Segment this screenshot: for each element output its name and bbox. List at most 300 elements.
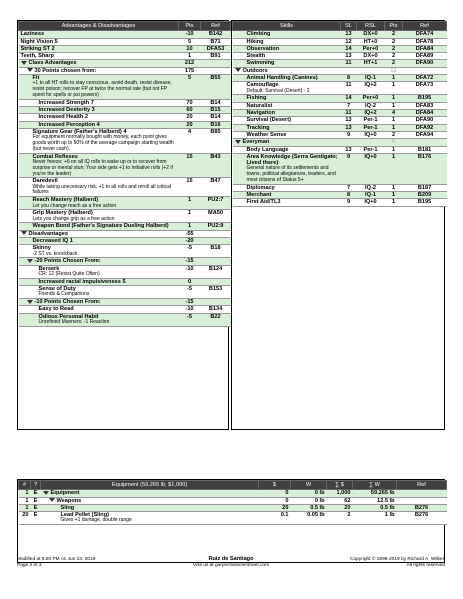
advantage-ref[interactable]: B14 <box>201 114 231 121</box>
skill-rsl: Per+0 <box>357 45 385 52</box>
advantage-pts: 1 <box>179 197 201 210</box>
col-header-skill-pts: Pts <box>385 22 403 31</box>
advantage-name: Daredevil <box>32 178 58 185</box>
advantage-name-cell <box>19 210 179 223</box>
skill-row[interactable] <box>233 153 447 184</box>
advantage-row[interactable] <box>19 278 231 285</box>
skill-name: Merchant <box>246 192 272 199</box>
skill-pts: 1 <box>385 102 403 109</box>
skill-sl: 14 <box>341 45 357 52</box>
advantage-name: Night Vision 5 <box>20 38 58 45</box>
advantage-name: Increased Health 2 <box>38 114 88 121</box>
skill-row[interactable] <box>233 75 447 82</box>
advantage-pts: -55 <box>179 230 201 237</box>
skill-sl: 13 <box>341 31 357 38</box>
advantage-ref[interactable]: DFA53 <box>201 45 231 52</box>
advantage-row[interactable] <box>19 306 231 313</box>
skill-row[interactable] <box>233 45 447 52</box>
advantage-ref[interactable]: B142 <box>201 31 231 38</box>
advantage-note: Friends & Companions <box>38 291 90 298</box>
skill-ref[interactable] <box>403 67 447 74</box>
skill-name: Area Knowledge (Serra Gentigato; Lived there) <box>246 153 338 167</box>
advantage-ref[interactable]: B124 <box>201 265 231 278</box>
equipment-extended-weight: 12.5 lb <box>353 497 397 504</box>
advantage-name-cell <box>19 265 179 278</box>
equipment-quantity[interactable]: 1 <box>19 497 31 504</box>
modified-date: Modified at 8:00 PM on Jun 24, 2019 <box>17 557 96 562</box>
skill-row[interactable] <box>233 95 447 102</box>
advantage-name: Increased racial impulsiveness 5 <box>38 278 126 285</box>
advantages-header <box>19 22 231 31</box>
advantage-row[interactable] <box>19 38 231 45</box>
advantage-row[interactable] <box>19 210 231 223</box>
skill-pts: 1 <box>385 95 403 102</box>
equipment-extended-cost: 20 <box>327 504 353 511</box>
skill-name: Climbing <box>246 31 271 38</box>
advantage-ref[interactable]: B16 <box>201 121 231 128</box>
advantage-ref[interactable] <box>201 299 231 306</box>
skill-ref[interactable]: DFA84 <box>403 45 447 52</box>
advantage-name-cell <box>19 75 179 100</box>
skill-name: Tracking <box>246 124 270 131</box>
equipment-name-cell <box>41 490 259 497</box>
skill-pts: 1 <box>385 199 403 206</box>
advantage-name: Increased Perception 4 <box>38 121 100 128</box>
advantage-name-cell <box>19 153 179 178</box>
advantage-pts: -10 <box>179 265 201 278</box>
advantage-name: Grip Mastery (Halberd) <box>32 210 93 217</box>
advantage-row[interactable] <box>19 53 231 60</box>
skill-row[interactable] <box>233 53 447 60</box>
advantage-ref[interactable]: B55 <box>201 75 231 100</box>
skill-name: Body Language <box>246 146 289 153</box>
advantage-row[interactable] <box>19 313 231 326</box>
skill-row[interactable] <box>233 110 447 117</box>
equipment-cost: 20 <box>259 504 291 511</box>
advantage-ref[interactable]: B14 <box>201 99 231 106</box>
advantage-pts: 70 <box>179 99 201 106</box>
skill-rsl: HT+0 <box>357 38 385 45</box>
equipment-name-cell <box>41 497 259 504</box>
skill-row[interactable] <box>233 60 447 67</box>
advantage-ref[interactable]: B85 <box>201 128 231 153</box>
skill-group-row[interactable] <box>233 67 447 74</box>
advantage-name: Increased Dexterity 3 <box>38 107 95 114</box>
advantage-pts: 1 <box>179 223 201 230</box>
advantage-row[interactable] <box>19 121 231 128</box>
skill-ref[interactable]: DFA92 <box>403 124 447 131</box>
advantage-pts: -5 <box>179 245 201 258</box>
advantage-row[interactable] <box>19 114 231 121</box>
equipment-extended-cost: 2 <box>327 512 353 525</box>
advantage-pts: 20 <box>179 114 201 121</box>
advantage-note: While taking unecessary risk, +1 to all rolls and reroll all critical failures <box>32 183 172 196</box>
col-header-equip-ref: Ref <box>397 481 447 490</box>
equipment-cost: 0 <box>259 490 291 497</box>
disclosure-triangle-icon[interactable] <box>27 259 33 263</box>
skill-ref[interactable]: DFA78 <box>403 38 447 45</box>
skill-sl: 13 <box>341 124 357 131</box>
skill-name: First Aid/TL3 <box>246 199 281 206</box>
skills-header <box>233 22 447 31</box>
copyright-text: Copyright © 1998-2019 by Richard A. Wilkes <box>350 557 445 562</box>
skill-name-cell <box>233 110 341 117</box>
advantage-name-cell <box>19 67 179 74</box>
advantage-row[interactable] <box>19 107 231 114</box>
skill-name-cell <box>233 146 341 153</box>
advantage-name: Berserk <box>38 265 60 272</box>
skill-sl: 13 <box>341 53 357 60</box>
col-header-rsl: RSL <box>357 22 385 31</box>
skill-sl: 8 <box>341 75 357 82</box>
equipment-weight: 0.05 lb <box>291 512 327 525</box>
skill-rsl: IQ-1 <box>357 75 385 82</box>
skill-sl: 8 <box>341 192 357 199</box>
advantage-row[interactable] <box>19 265 231 278</box>
advantage-group-row[interactable] <box>19 60 231 67</box>
col-header-equipment: Equipment (59.265 lb; $1,000) <box>41 481 259 490</box>
disclosure-triangle-icon[interactable] <box>21 61 27 65</box>
skill-rsl: Per-1 <box>357 124 385 131</box>
equipment-group-row[interactable] <box>19 497 447 504</box>
col-header-weight: W <box>291 481 327 490</box>
advantage-pts: -15 <box>179 258 201 265</box>
advantage-name-cell <box>19 99 179 106</box>
disclosure-triangle-icon[interactable] <box>49 498 55 502</box>
advantage-name-cell <box>19 306 179 313</box>
skill-ref[interactable]: B187 <box>403 184 447 191</box>
advantage-pts: -10 <box>179 31 201 38</box>
skill-name-cell <box>233 60 341 67</box>
advantage-ref[interactable]: B18 <box>201 245 231 258</box>
skill-name: Survival (Desert) <box>246 117 291 124</box>
equipment-ref[interactable]: B276 <box>397 512 447 525</box>
equipment-name: Equipment <box>50 490 80 497</box>
character-name: Ruiz de Santiago <box>208 556 254 562</box>
advantage-pts: -5 <box>179 313 201 326</box>
skill-name-cell <box>233 95 341 102</box>
advantage-pts: 5 <box>179 75 201 100</box>
advantage-name: Teeth, Sharp <box>20 53 54 60</box>
advantage-name-cell <box>19 278 179 285</box>
disclosure-triangle-icon[interactable] <box>235 68 241 72</box>
advantage-name: Combat Reflexes <box>32 153 78 160</box>
skill-pts: 2 <box>385 31 403 38</box>
col-header-sl: SL <box>341 22 357 31</box>
equipment-weight: 0 lb <box>291 490 327 497</box>
skill-sl: 9 <box>341 131 357 138</box>
col-header-skill-ref: Ref <box>403 22 447 31</box>
disclosure-triangle-icon[interactable] <box>235 140 241 144</box>
skill-row[interactable] <box>233 117 447 124</box>
skill-row[interactable] <box>233 192 447 199</box>
skill-name: Observation <box>246 45 280 52</box>
equipment-name-cell <box>41 512 259 525</box>
skill-name-cell <box>233 139 341 146</box>
col-header-advantages: Advantages & Disadvantages <box>19 22 179 31</box>
skill-ref[interactable]: B209 <box>403 192 447 199</box>
advantage-ref[interactable]: B134 <box>201 306 231 313</box>
skill-pts: 2 <box>385 60 403 67</box>
advantage-row[interactable] <box>19 238 231 245</box>
advantage-note: Never freeze; +6 on all IQ rolls to wake up or to recover from surprise or mental stun; Your side gets +1 to initiative rolls (+2 if you're the leader) <box>32 158 173 177</box>
equipment-quantity[interactable]: 1 <box>19 504 31 511</box>
equipment-cost: 0 <box>259 497 291 504</box>
advantage-pts: 212 <box>179 60 201 67</box>
footer-right <box>350 557 445 568</box>
advantage-pts: 60 <box>179 107 201 114</box>
skill-pts: 1 <box>385 184 403 191</box>
equipment-quantity[interactable]: 1 <box>19 490 31 497</box>
advantage-note: CR: 12 (Resist Quite Often) <box>38 270 100 277</box>
advantage-name-cell <box>19 178 179 197</box>
skill-name-cell <box>233 75 341 82</box>
skill-name: Navigation <box>246 110 276 117</box>
advantage-row[interactable] <box>19 245 231 258</box>
advantage-row[interactable] <box>19 31 231 38</box>
character-sheet-page <box>17 20 445 586</box>
advantage-row[interactable] <box>19 197 231 210</box>
disclosure-triangle-icon[interactable] <box>27 68 33 72</box>
advantage-name-cell <box>19 286 179 299</box>
skill-name-cell <box>233 82 341 95</box>
equipment-name: Weapons <box>56 497 82 504</box>
col-header-quantity: # <box>19 481 31 490</box>
skill-rsl: DX+0 <box>357 31 385 38</box>
advantage-ref[interactable] <box>201 230 231 237</box>
advantage-name: 30 Points chosen from: <box>34 67 97 74</box>
skill-note: Default: Survival (Desert) - 2 <box>246 87 310 94</box>
advantage-ref[interactable]: B22 <box>201 313 231 326</box>
advantage-name-cell <box>19 38 179 45</box>
skill-name: Naturalist <box>246 102 273 109</box>
col-header-skills: Skills <box>233 22 341 31</box>
advantage-row[interactable] <box>19 286 231 299</box>
advantage-group-row[interactable] <box>19 67 231 74</box>
advantage-note: For equipment normally bought with money, each point gives goods worth up to 50% of the average campaign starting wealth (but never cash). <box>32 134 174 152</box>
skill-ref[interactable]: DFA83 <box>403 102 447 109</box>
skill-name-cell <box>233 124 341 131</box>
advantage-name-cell <box>19 121 179 128</box>
skill-pts: 1 <box>385 192 403 199</box>
advantage-ref[interactable] <box>201 67 231 74</box>
equipment-row[interactable] <box>19 512 447 525</box>
advantage-name-cell <box>19 245 179 258</box>
website-link[interactable]: Visit us at gurpscharactersheet.com <box>192 562 270 568</box>
skill-row[interactable] <box>233 146 447 153</box>
skill-rsl <box>357 67 385 74</box>
skill-sl: 12 <box>341 38 357 45</box>
skill-ref[interactable]: B195 <box>403 95 447 102</box>
skill-name-cell <box>233 45 341 52</box>
equipment-cost: 0.1 <box>259 512 291 525</box>
skills-rows <box>233 31 447 206</box>
skill-ref[interactable]: DFA90 <box>403 60 447 67</box>
equipment-extended-weight: 59.265 lb <box>353 490 397 497</box>
advantage-name: -10 Points Chosen From: <box>34 299 101 306</box>
skill-pts: 12 <box>385 67 403 74</box>
equipment-weight: 0 lb <box>291 497 327 504</box>
skill-name: Diplomacy <box>246 184 275 191</box>
advantage-row[interactable] <box>19 128 231 153</box>
skill-pts: 2 <box>385 38 403 45</box>
advantage-row[interactable] <box>19 99 231 106</box>
skill-ref[interactable]: B195 <box>403 199 447 206</box>
equipment-panel <box>17 479 445 563</box>
skill-name-cell <box>233 184 341 191</box>
skills-panel <box>231 20 445 430</box>
skill-name-cell <box>233 31 341 38</box>
skill-row[interactable] <box>233 124 447 131</box>
advantage-name-cell <box>19 60 179 67</box>
equipment-table <box>18 480 447 525</box>
equipment-rows <box>19 490 447 525</box>
col-header-extended-weight: ∑ W <box>353 481 397 490</box>
skill-pts: 1 <box>385 146 403 153</box>
advantage-name: Increased Strength 7 <box>38 99 94 106</box>
skill-rsl: IQ+2 <box>357 110 385 117</box>
skill-pts: 1 <box>385 153 403 184</box>
skill-name-cell <box>233 67 341 74</box>
skill-note: General nature of its settlements and towns, political allegiances, leaders, and most citizens of Status 5+ <box>246 165 336 184</box>
skill-row[interactable] <box>233 199 447 206</box>
advantage-pts: -20 <box>179 238 201 245</box>
advantage-note: Unrefined Manners; -1 Reaction <box>38 319 110 326</box>
advantage-group-row[interactable] <box>19 230 231 237</box>
advantage-row[interactable] <box>19 153 231 178</box>
skill-pts: 1 <box>385 75 403 82</box>
advantage-pts: 0 <box>179 278 201 285</box>
skill-sl: 11 <box>341 110 357 117</box>
advantage-name-cell <box>19 53 179 60</box>
advantage-pts: -15 <box>179 299 201 306</box>
skill-rsl: IQ+2 <box>357 82 385 95</box>
advantage-name: Laziness <box>20 31 45 38</box>
skill-sl: 11 <box>341 60 357 67</box>
advantage-ref[interactable]: PU2:7 <box>201 197 231 210</box>
skill-row[interactable] <box>233 102 447 109</box>
advantage-pts: 15 <box>179 178 201 197</box>
skill-ref[interactable]: DFA90 <box>403 117 447 124</box>
disclosure-triangle-icon[interactable] <box>21 231 27 235</box>
skill-name-cell <box>233 192 341 199</box>
advantage-name: -20 Points Chosen From: <box>34 258 101 265</box>
skill-ref[interactable]: DFA84 <box>403 110 447 117</box>
advantage-ref[interactable]: B71 <box>201 38 231 45</box>
advantage-name-cell <box>19 230 179 237</box>
skill-sl: 9 <box>341 153 357 184</box>
equipment-quantity[interactable]: 20 <box>19 512 31 525</box>
advantage-row[interactable] <box>19 223 231 230</box>
skill-row[interactable] <box>233 184 447 191</box>
equipment-extended-cost: 62 <box>327 497 353 504</box>
advantage-ref[interactable]: B47 <box>201 178 231 197</box>
advantage-name-cell <box>19 299 179 306</box>
skill-ref[interactable]: DFA72 <box>403 75 447 82</box>
skill-name-cell <box>233 117 341 124</box>
equipment-row[interactable] <box>19 504 447 511</box>
disclosure-triangle-icon[interactable] <box>43 491 49 495</box>
advantage-ref[interactable] <box>201 60 231 67</box>
advantage-ref[interactable]: MA50 <box>201 210 231 223</box>
advantage-ref[interactable]: B153 <box>201 286 231 299</box>
equipment-extended-weight: 1 lb <box>353 512 397 525</box>
advantage-name: Sense of Duty <box>38 286 76 293</box>
advantage-ref[interactable] <box>201 278 231 285</box>
skill-ref[interactable] <box>403 139 447 146</box>
equipment-ref[interactable] <box>397 497 447 504</box>
advantage-name-cell <box>19 197 179 210</box>
advantage-note: Let you change reach as a free action <box>32 202 117 209</box>
advantage-ref[interactable]: B91 <box>201 53 231 60</box>
skill-row[interactable] <box>233 82 447 95</box>
skill-name: Fishing <box>246 95 267 102</box>
advantage-row[interactable] <box>19 75 231 100</box>
advantage-ref[interactable] <box>201 258 231 265</box>
skill-row[interactable] <box>233 38 447 45</box>
equipment-name-cell <box>41 504 259 511</box>
skill-ref[interactable]: DFA89 <box>403 53 447 60</box>
advantage-name-cell <box>19 107 179 114</box>
advantage-pts: -10 <box>179 306 201 313</box>
equipment-state[interactable]: E <box>31 497 41 504</box>
equipment-name: Sling <box>60 504 75 511</box>
advantage-row[interactable] <box>19 178 231 197</box>
advantage-ref[interactable] <box>201 238 231 245</box>
disclosure-triangle-icon[interactable] <box>27 300 33 304</box>
skill-rsl: Per+0 <box>357 95 385 102</box>
skill-sl <box>341 67 357 74</box>
skill-ref[interactable]: B181 <box>403 146 447 153</box>
skill-ref[interactable]: DFA74 <box>403 31 447 38</box>
advantage-ref[interactable]: B43 <box>201 153 231 178</box>
skill-row[interactable] <box>233 31 447 38</box>
skill-row[interactable] <box>233 131 447 138</box>
skill-ref[interactable]: B176 <box>403 153 447 184</box>
advantage-name: Signature Gear (Father's Halberd) 4 <box>32 128 127 135</box>
advantage-pts: -5 <box>179 286 201 299</box>
equipment-state[interactable]: E <box>31 512 41 525</box>
skill-sl: 11 <box>341 82 357 95</box>
skill-group-row[interactable] <box>233 139 447 146</box>
equipment-state[interactable]: E <box>31 504 41 511</box>
advantage-name-cell <box>19 45 179 52</box>
skill-pts: 1 <box>385 82 403 95</box>
advantage-ref[interactable]: B15 <box>201 107 231 114</box>
skill-name: Swimming <box>246 60 275 67</box>
equipment-group-row[interactable] <box>19 490 447 497</box>
advantage-name-cell <box>19 258 179 265</box>
advantages-rows <box>19 31 231 327</box>
skill-sl: 9 <box>341 199 357 206</box>
skill-name-cell <box>233 199 341 206</box>
advantage-row[interactable] <box>19 45 231 52</box>
advantage-note: Lets you change grip as a free action <box>32 215 115 222</box>
skill-ref[interactable]: DFA73 <box>403 82 447 95</box>
advantage-pts: 15 <box>179 153 201 178</box>
advantage-group-row[interactable] <box>19 299 231 306</box>
advantage-ref[interactable]: PU2:9 <box>201 223 231 230</box>
advantage-group-row[interactable] <box>19 258 231 265</box>
equipment-ref[interactable] <box>397 490 447 497</box>
skill-ref[interactable]: DFA94 <box>403 131 447 138</box>
skill-name: Camouflage <box>246 82 279 89</box>
equipment-ref[interactable]: B276 <box>397 504 447 511</box>
equipment-state[interactable]: E <box>31 490 41 497</box>
advantage-name-cell <box>19 114 179 121</box>
skill-name: Stealth <box>246 53 266 60</box>
skill-name-cell <box>233 102 341 109</box>
